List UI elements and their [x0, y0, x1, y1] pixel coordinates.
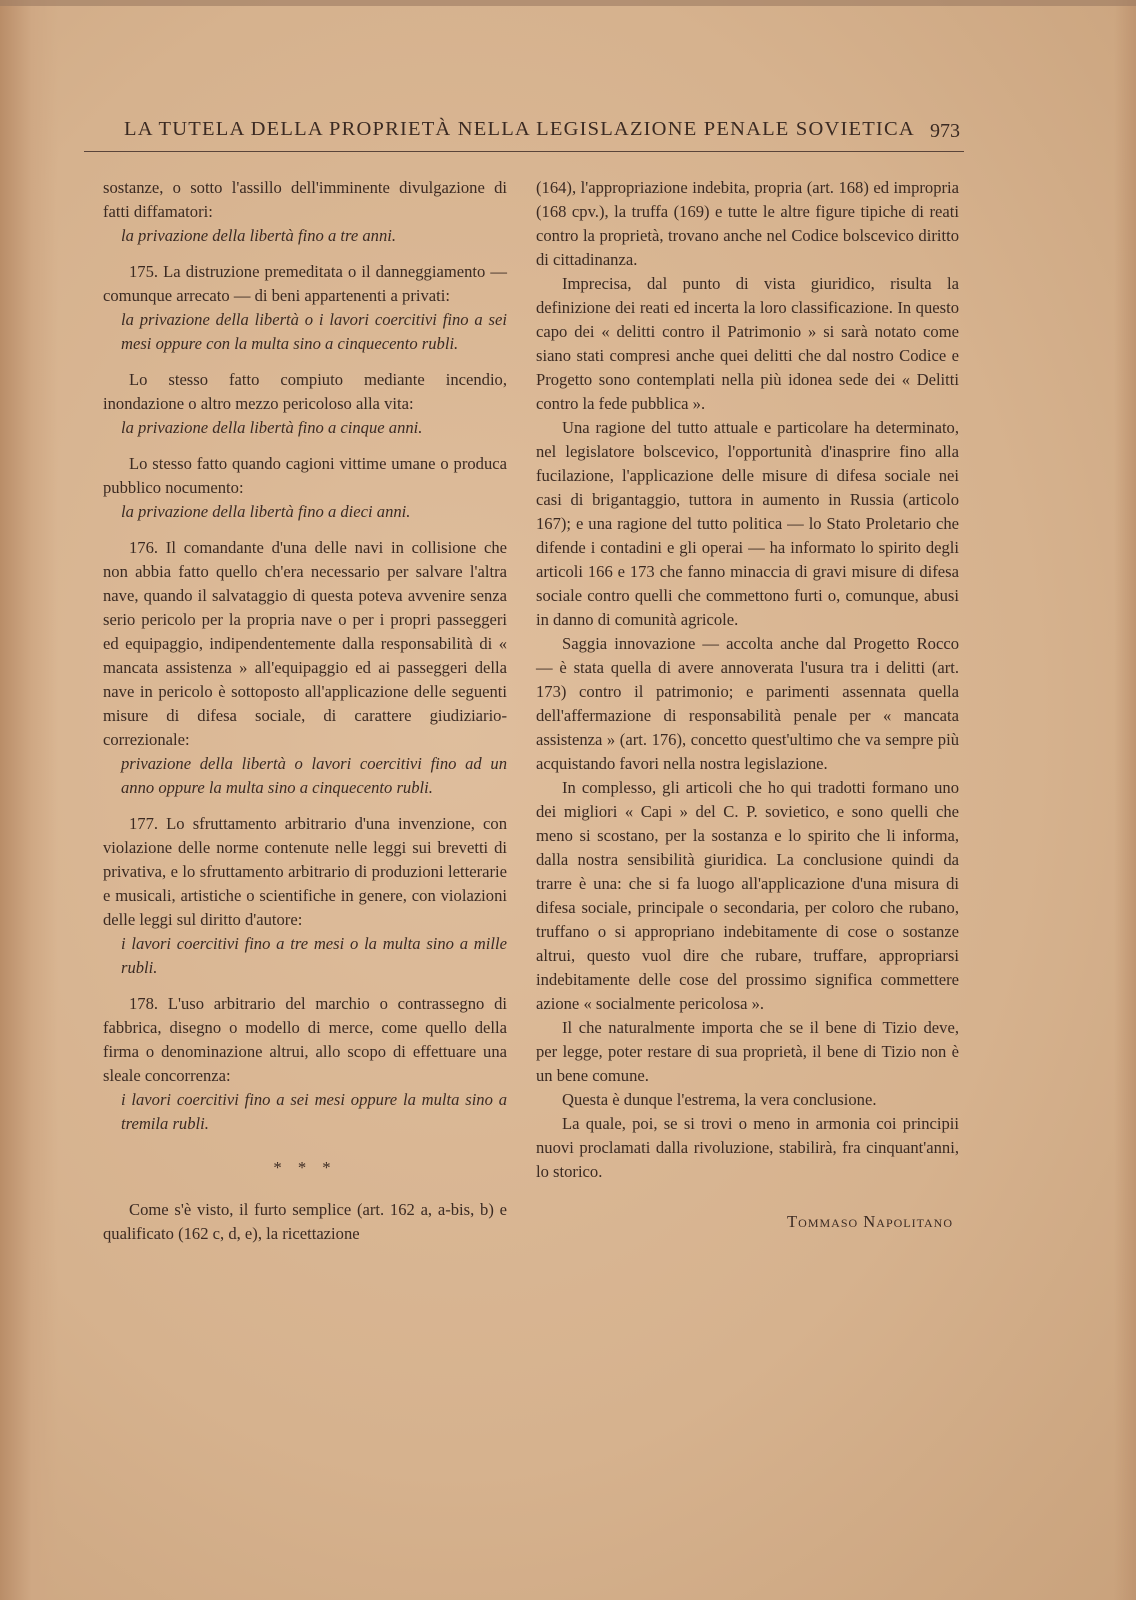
page-left-edge — [0, 0, 58, 1600]
section-separator: * * * — [273, 1158, 337, 1177]
page-number: 973 — [930, 120, 960, 142]
penalty-text: privazione della libertà o lavori coercitivi fino ad un anno oppure la multa sino a cinquecento rubli. — [121, 754, 507, 797]
header-rule — [84, 151, 964, 152]
paragraph: Una ragione del tutto attuale e particolare ha determinato, nel legislatore bolscevico, l'opportunità d'inasprire fino alla fucilazione, l'applicazione delle misure di difesa sociale nei casi di brigantaggio, tuttora in aumento in Russia (articolo 167); e una ragione del tutto politica — lo Stato Proletario che difende i contadini e gli operai — ha informato lo spirito degli articoli 166 e 173 che fanno minaccia di gravi misure di difesa sociale contro quelli che commettono furti o, comunque, abusi in danno di comunità agricole. — [536, 418, 959, 629]
penalty-text: i lavori coercitivi fino a sei mesi oppure la multa sino a tremila rubli. — [121, 1090, 507, 1133]
left-column — [103, 176, 507, 1246]
right-column — [536, 176, 959, 1234]
article-175: 175. La distruzione premeditata o il danneggiamento — comunque arrecato — di beni appartenenti a privati: — [103, 262, 507, 305]
paragraph: Lo stesso fatto quando cagioni vittime umane o produca pubblico nocumento: — [103, 454, 507, 497]
paragraph: Come s'è visto, il furto semplice (art. 162 a, a-bis, b) e qualificato (162 c, d, e), la ricettazione — [103, 1200, 507, 1243]
paragraph: Imprecisa, dal punto di vista giuridico, risulta la definizione dei reati ed incerta la loro classificazione. In questo capo dei « delitti contro il Patrimonio » si sarà notato come siano stati compresi anche quei delitti che dal nostro Codice e Progetto sono contemplati nella più idonea sede dei « Delitti contro la fede pubblica ». — [536, 274, 959, 413]
paragraph: Saggia innovazione — accolta anche dal Progetto Rocco — è stata quella di avere annoverata l'usura tra i delitti (art. 173) contro il patrimonio; e parimenti assennata quella dell'affermazione di responsabilità penale per « mancata assistenza » (art. 176), concetto quest'ultimo che va sempre più acquistando favori nella nostra legislazione. — [536, 634, 959, 773]
paragraph: In complesso, gli articoli che ho qui tradotti formano uno dei migliori « Capi » del C. P. sovietico, e sono quelli che meno si scostano, per la sostanza e lo spirito che li informa, dalla nostra sensibilità giuridica. La conclusione quindi da trarre è una: che si fa luogo all'applicazione d'una misura di difesa sociale, principale o secondaria, per coloro che rubano, truffano o si appropriano indebitamente di cose o sostanze altrui, questo vuol dire che rubare, truffare, appropriarsi indebitamente delle cose del prossimo significa commettere azione « socialmente pericolosa ». — [536, 778, 959, 1013]
page-top-edge — [0, 0, 1136, 6]
penalty-text: la privazione della libertà fino a tre anni. — [121, 226, 397, 245]
article-176: 176. Il comandante d'una delle navi in collisione che non abbia fatto quello ch'era necessario per salvare l'altra nave, quando il salvataggio di questa poteva avvenire senza serio pericolo per la propria nave o per i propri passeggeri ed equipaggio, indipendentemente dalla responsabilità di « mancata assistenza » all'equipaggio ed ai passeggeri della nave in pericolo è sottoposto all'applicazione delle seguenti misure di difesa sociale, di carattere giudiziario-correzionale: — [103, 538, 507, 749]
article-178: 178. L'uso arbitrario del marchio o contrassegno di fabbrica, disegno o modello di merce, come quello della firma o denominazione altrui, allo scopo di effettuare una sleale concorrenza: — [103, 994, 507, 1085]
running-header — [84, 114, 964, 150]
penalty-text: la privazione della libertà o i lavori coercitivi fino a sei mesi oppure con la multa sino a cinquecento rubli. — [121, 310, 507, 353]
penalty-text: la privazione della libertà fino a dieci anni. — [121, 502, 411, 521]
paragraph: (164), l'appropriazione indebita, propria (art. 168) ed impropria (168 cpv.), la truffa (169) e tutte le altre figure tipiche di reati contro la proprietà, trovano anche nel Codice bolscevico diritto di cittadinanza. — [536, 178, 959, 269]
article-177: 177. Lo sfruttamento arbitrario d'una invenzione, con violazione delle norme contenute nelle leggi sui brevetti di privativa, e lo sfruttamento arbitrario di produzioni letterarie e musicali, artistiche o scientifiche in genere, con violazioni delle leggi sul diritto d'autore: — [103, 814, 507, 929]
paragraph: Lo stesso fatto compiuto mediante incendio, inondazione o altro mezzo pericoloso alla vita: — [103, 370, 507, 413]
penalty-text: i lavori coercitivi fino a tre mesi o la multa sino a mille rubli. — [121, 934, 507, 977]
penalty-text: la privazione della libertà fino a cinque anni. — [121, 418, 423, 437]
author-signature: Tommaso Napolitano — [787, 1212, 953, 1231]
page-right-edge — [1114, 0, 1136, 1600]
paragraph: sostanze, o sotto l'assillo dell'imminente divulgazione di fatti diffamatori: — [103, 178, 507, 221]
paragraph: Il che naturalmente importa che se il bene di Tizio deve, per legge, poter restare di sua proprietà, il bene di Tizio non è un bene comune. — [536, 1018, 959, 1085]
paragraph: Questa è dunque l'estrema, la vera conclusione. — [562, 1090, 877, 1109]
paragraph: La quale, poi, se si trovi o meno in armonia coi principii nuovi proclamati dalla rivoluzione, stabilirà, fra cinquant'anni, lo storico. — [536, 1114, 959, 1181]
running-title: LA TUTELA DELLA PROPRIETÀ NELLA LEGISLAZIONE PENALE SOVIETICA — [124, 118, 915, 140]
